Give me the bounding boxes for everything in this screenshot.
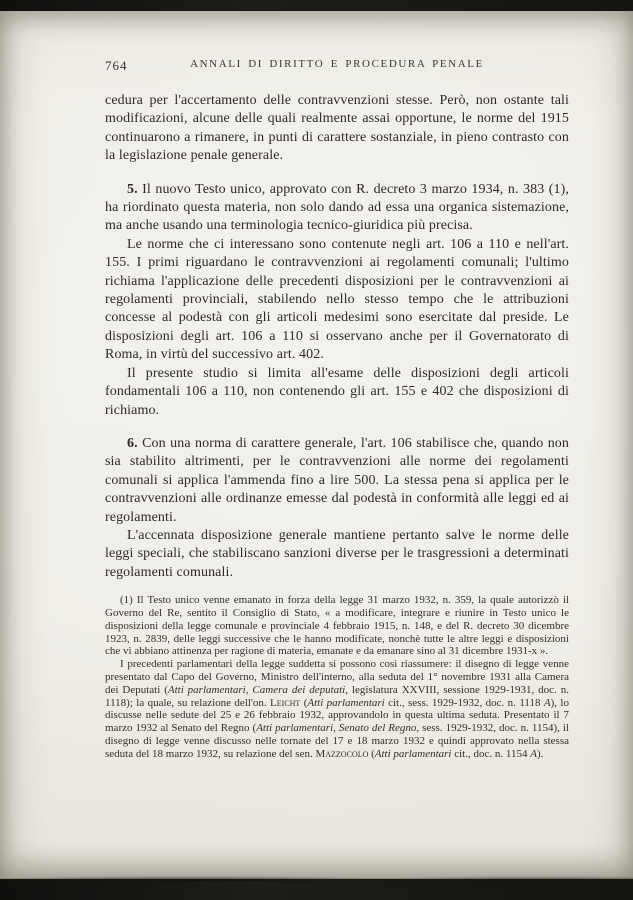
footnote (105, 594, 569, 760)
book-page (0, 11, 633, 879)
footnote-paragraph-1 (105, 594, 569, 658)
text-segment: Atti parlamentari (374, 747, 452, 760)
text-segment: I precedenti parlamentari della legge suddetta si possono così riassumere: il disegno di legge venne presentato dal Capo del Governo, Ministro dell'interno, alla seduta del 1° novembre 1931 alla Camera dei Deputati ( (105, 658, 569, 696)
text-segment: 5. (127, 181, 143, 197)
page-number: 764 (105, 58, 128, 73)
text-segment: ( (368, 747, 375, 760)
text-segment: cit., doc. n. 1154 (451, 747, 531, 760)
text-segment: Con una norma di carattere generale, l'art. 106 stabilisce che, quando non sia stabilito altrimenti, per le contravvenzioni alle norme dei regolamenti comunali si applica l'ammenda fino a lire 500. La stessa pena si applica per le contravvenzioni alle ordinanze emesse dal podestà in conformità alle leggi ed ai regolamenti. (105, 435, 569, 525)
text-segment: cit., sess. 1929-1932, doc. n. 1118 (384, 696, 544, 709)
text-segment: (1) Il Testo unico venne emanato in forza della legge 31 marzo 1932, n. 359, la quale autorizzò il Governo del Re, sentito il Consiglio di Stato, « a modificare, integrare e riunire in Testo unico le disposizioni della legge comunale e provinciale 4 febbraio 1915, n. 148, e del R. decreto 30 dicembre 1923, n. 2839, delle leggi successive che le hanno modificate, nonchè tutte le altre leggi e disposizioni che vi abbiano attinenza per ragione di materia, emanate e da emanare sino al 31 dicembre 1931-x ». (105, 594, 569, 658)
page-header (105, 58, 569, 74)
body-paragraph-3 (105, 236, 569, 365)
page-content (105, 58, 569, 761)
text-segment: Il presente studio si limita all'esame delle disposizioni degli articoli fondamentali 106 a 110, non contenendo gli art. 155 e 402 che disposizioni di richiamo. (105, 365, 569, 418)
scan-edge-bottom (0, 879, 633, 900)
text-segment: Il nuovo Testo unico, approvato con R. decreto 3 marzo 1934, n. 383 (1), ha riordinato questa materia, non solo dando ad essa una organica sistemazione, ma anche usando una terminologia tecnico-giuridica più precisa. (105, 181, 569, 234)
body-paragraph-2 (105, 181, 569, 236)
body-paragraph-1 (105, 92, 569, 166)
footnote-paragraph-2 (105, 658, 569, 760)
body-paragraph-4 (105, 365, 569, 420)
text-segment: ( (300, 696, 308, 709)
text-segment: Atti parlamentari, Camera dei deputati (167, 683, 346, 696)
running-title: ANNALI DI DIRITTO E PROCEDURA PENALE (190, 58, 484, 70)
body-paragraph-6 (105, 527, 569, 582)
text-segment: , sess. 1929-1932, doc. n. 1154), il disegno di legge venne discusso nelle tornate del 17 e 18 marzo 1932 e quindi approvato nella stessa seduta del 18 marzo 1932, su relazione del sen. (105, 722, 569, 760)
text-segment: A (543, 696, 551, 709)
body-text (105, 92, 569, 582)
text-segment: Atti parlamentari (307, 696, 385, 709)
text-segment: , legislatura XXVIII, sessione 1929-1931, doc. n. 1118); la quale, su relazione dell'on. (105, 683, 569, 709)
text-segment: cedura per l'accertamento delle contravvenzioni stesse. Però, non ostante tali modificazioni, alcune delle quali realmente assai opportune, le norme del 1915 continuarono a rimanere, in punti di carattere sostanziale, in pieno contrasto con la legislazione penale generale. (105, 93, 569, 164)
text-segment: A (530, 747, 537, 760)
body-paragraph-5 (105, 435, 569, 527)
text-segment: Mazzocolo (315, 747, 369, 760)
scan-edge-top (0, 0, 633, 11)
text-segment: 6. (127, 435, 143, 451)
text-segment: ), lo discusse nelle sedute del 25 e 26 febbraio 1932, approvandolo in questa ultima seduta. Presentato il 7 marzo 1932 al Senato del Regno ( (105, 696, 569, 735)
text-segment: Atti parlamentari, Senato del Regno (256, 722, 417, 735)
text-segment: ). (536, 747, 544, 760)
text-segment: Leicht (270, 696, 301, 709)
text-segment: L'accennata disposizione generale mantiene pertanto salve le norme delle leggi speciali, che stabiliscano sanzioni diverse per le trasgressioni a determinati regolamenti comunali. (105, 527, 569, 580)
text-segment: Le norme che ci interessano sono contenute negli art. 106 a 110 e nell'art. 155. I primi riguardano le contravvenzioni ai regolamenti comunali; l'ultimo richiama l'applicazione delle precedenti disposizioni per le contravvenzioni ai regolamenti provinciali, stabilendo nello stesso tempo che le attribuzioni concesse al podestà con gli articoli medesimi sono esercitate dal preside. Le disposizioni degli art. 106 a 110 si osservano anche per il Governatorato di Roma, in virtù del successivo art. 402. (105, 236, 569, 363)
